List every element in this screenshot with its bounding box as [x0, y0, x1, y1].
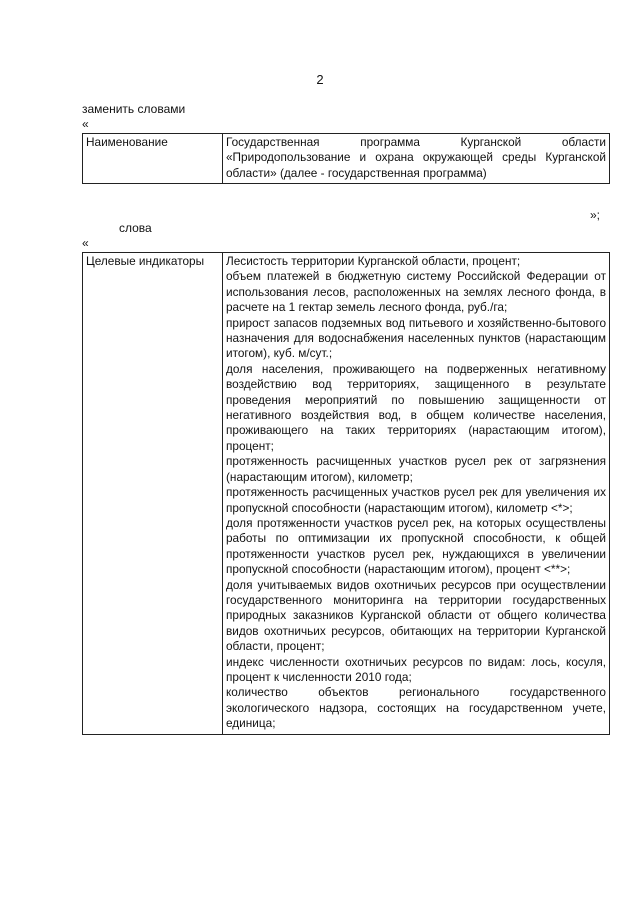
list-item: доля учитываемых видов охотничьих ресурсов при осуществлении государственного мониторинга на территории государственных природных заказников Курганской области от общего количества видов охотничьих ресурсов, обитающих на территории Курганской области, процент;: [226, 577, 606, 654]
opening-quote: «: [82, 117, 89, 131]
intro-replace-with: заменить словами: [82, 102, 186, 116]
table-row: [83, 253, 610, 735]
opening-quote: «: [82, 236, 89, 250]
list-item: доля протяженности участков русел рек, на которых осуществлены работы по оптимизации их пропускной способности, к общей протяженности участков русел рек, нуждающихся в увеличении пропускной способности (нарастающим итогом), процент <**>;: [226, 515, 606, 577]
row-label: Наименование: [83, 134, 223, 184]
row-value: Государственная программа Курганской области «Природопользование и охрана окружающей среды Курганской области» (далее - государственная программа): [223, 134, 610, 184]
row-label: Целевые индикаторы: [83, 253, 223, 735]
page-number: 2: [316, 72, 324, 87]
table-row: [83, 134, 610, 184]
list-item: протяженность расчищенных участков русел рек для увеличения их пропускной способности (нарастающим итогом), километр <*>;: [226, 485, 606, 515]
closing-quote: »;: [590, 208, 601, 222]
intro-words: слова: [119, 221, 152, 235]
list-item: протяженность расчищенных участков русел рек от загрязнения (нарастающим итогом), километр;: [226, 454, 606, 484]
list-item: количество объектов регионального государственного экологического надзора, состоящих на государственном учете, единица;: [226, 685, 606, 731]
row-value: [223, 253, 610, 735]
list-item: доля населения, проживающего на подверженных негативному воздействию вод территориях, защищенного в результате проведения мероприятий по повышению защищенности от негативного воздействия вод, в общем количестве населения, проживающего на таких территориях (нарастающим итогом), процент;: [226, 361, 606, 453]
list-item: прирост запасов подземных вод питьевого и хозяйственно-бытового назначения для водоснабжения населенных пунктов (нарастающим итогом), куб. м/сут.;: [226, 315, 606, 361]
target-indicators-table: [82, 252, 610, 735]
list-item: Лесистость территории Курганской области, процент;: [226, 254, 521, 268]
replacement-table: [82, 133, 610, 184]
list-item: объем платежей в бюджетную систему Российской Федерации от использования лесов, расположенных на землях лесного фонда, в расчете на 1 гектар земель лесного фонда, руб./га;: [226, 269, 606, 315]
list-item: индекс численности охотничьих ресурсов по видам: лось, косуля, процент к численности 2010 года;: [226, 654, 606, 684]
